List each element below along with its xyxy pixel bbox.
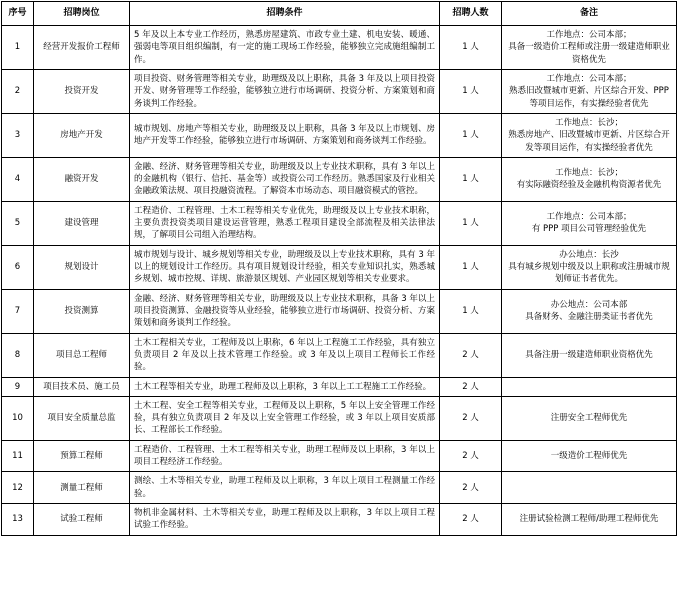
cell-remarks: 注册试验检测工程师/助理工程师优先 — [502, 504, 677, 536]
recruitment-table — [1, 1, 677, 536]
cell-post: 投资开发 — [34, 69, 130, 113]
cell-remarks: 办公地点：公司本部 具备财务、金融注册类证书者优先 — [502, 289, 677, 333]
cell-headcount: 2 人 — [440, 333, 502, 377]
cell-conditions: 测绘、土木等相关专业，助理工程师及以上职称，3 年以上项目工程测量工作经验。 — [130, 472, 440, 504]
cell-remarks — [502, 472, 677, 504]
cell-index: 12 — [2, 472, 34, 504]
cell-conditions: 城市规划与设计、城乡规划等相关专业，助理级及以上专业技术职称，具有 3 年以上的规划设计工作经历。具有项目规划设计经验，相关专业知识扎实，熟悉城乡规划、城市控规、详规、旅游景区规划、产业园区规划等相关专业要求。 — [130, 245, 440, 289]
cell-remarks: 工作地点：长沙； 熟悉房地产、旧改暨城市更新、片区综合开发等项目运作，有实操经验者优先 — [502, 113, 677, 157]
cell-headcount: 2 人 — [440, 440, 502, 472]
cell-conditions: 土木工程相关专业，工程师及以上职称，6 年以上工程施工工作经验，具有独立负责项目 2 年及以上技术管理工作经验。或 3 年及以上项目工程师长工作经验。 — [130, 333, 440, 377]
table-row — [2, 504, 677, 536]
cell-remarks: 办公地点：长沙 具有城乡规划中级及以上职称或注册城市规划师证书者优先。 — [502, 245, 677, 289]
cell-index: 6 — [2, 245, 34, 289]
cell-post: 测量工程师 — [34, 472, 130, 504]
cell-post: 项目安全质量总监 — [34, 396, 130, 440]
column-header-post: 招聘岗位 — [34, 2, 130, 26]
cell-headcount: 1 人 — [440, 201, 502, 245]
cell-headcount: 1 人 — [440, 113, 502, 157]
cell-index: 5 — [2, 201, 34, 245]
cell-remarks: 工作地点：公司本部； 有 PPP 项目公司管理经验优先 — [502, 201, 677, 245]
table-body — [2, 26, 677, 536]
cell-headcount: 1 人 — [440, 69, 502, 113]
cell-headcount: 2 人 — [440, 472, 502, 504]
cell-index: 11 — [2, 440, 34, 472]
table-row — [2, 113, 677, 157]
table-header-row — [2, 2, 677, 26]
table-row — [2, 440, 677, 472]
cell-index: 2 — [2, 69, 34, 113]
cell-post: 项目总工程师 — [34, 333, 130, 377]
cell-headcount: 1 人 — [440, 289, 502, 333]
table-row — [2, 333, 677, 377]
cell-conditions: 金融、经济、财务管理等相关专业，助理级及以上专业技术职称，具备 3 年以上项目投资测算、金融投资等从业经验，能够独立进行市场调研、投资分析、方案策划和商务谈判工作经验。 — [130, 289, 440, 333]
cell-headcount: 2 人 — [440, 396, 502, 440]
column-header-headcount: 招聘人数 — [440, 2, 502, 26]
cell-remarks: 工作地点：长沙； 有实际融资经验及金融机构资源者优先 — [502, 157, 677, 201]
cell-index: 4 — [2, 157, 34, 201]
cell-headcount: 1 人 — [440, 245, 502, 289]
cell-index: 10 — [2, 396, 34, 440]
table-row — [2, 157, 677, 201]
cell-index: 9 — [2, 377, 34, 396]
cell-post: 融资开发 — [34, 157, 130, 201]
table-row — [2, 472, 677, 504]
cell-conditions: 物机非金属材料、土木等相关专业，助理工程师及以上职称，3 年以上项目工程试验工作经验。 — [130, 504, 440, 536]
cell-headcount: 2 人 — [440, 504, 502, 536]
cell-conditions: 城市规划、房地产等相关专业，助理级及以上职称，具备 3 年及以上市规划、房地产开发等工作经验，能够独立进行市场调研、方案策划和商务谈判工作经验。 — [130, 113, 440, 157]
cell-conditions: 土木工程等相关专业，助理工程师及以上职称，3 年以上工工程施工工作经验。 — [130, 377, 440, 396]
cell-headcount: 2 人 — [440, 377, 502, 396]
column-header-index: 序号 — [2, 2, 34, 26]
cell-conditions: 工程造价、工程管理、土木工程等相关专业优先，助理级及以上专业技术职称，主要负责投资类项目建设运营管理，熟悉工程项目建设全部流程及相关法律法规，了解项目公司组入治理结构。 — [130, 201, 440, 245]
cell-headcount: 1 人 — [440, 26, 502, 70]
table-row — [2, 289, 677, 333]
cell-remarks: 一级造价工程师优先 — [502, 440, 677, 472]
column-header-conditions: 招聘条件 — [130, 2, 440, 26]
cell-post: 试验工程师 — [34, 504, 130, 536]
table-row — [2, 201, 677, 245]
recruitment-table-page — [0, 1, 677, 601]
cell-index: 1 — [2, 26, 34, 70]
cell-conditions: 5 年及以上本专业工作经历，熟悉房屋建筑、市政专业土建、机电安装、暖通、强弱电等项目组织编制，有一定的施工现场工作经验，能够独立完成施组编制工作。 — [130, 26, 440, 70]
table-row — [2, 396, 677, 440]
cell-remarks: 具备注册一级建造师职业资格优先 — [502, 333, 677, 377]
cell-headcount: 1 人 — [440, 157, 502, 201]
cell-post: 经营开发报价工程师 — [34, 26, 130, 70]
table-row — [2, 245, 677, 289]
cell-post: 预算工程师 — [34, 440, 130, 472]
cell-post: 项目技术员、施工员 — [34, 377, 130, 396]
cell-remarks — [502, 377, 677, 396]
cell-post: 投资测算 — [34, 289, 130, 333]
cell-post: 规划设计 — [34, 245, 130, 289]
cell-index: 7 — [2, 289, 34, 333]
column-header-remarks: 备注 — [502, 2, 677, 26]
table-row — [2, 26, 677, 70]
cell-remarks: 工作地点：公司本部； 具备一级造价工程师或注册一级建造师职业资格优先 — [502, 26, 677, 70]
cell-index: 13 — [2, 504, 34, 536]
cell-conditions: 金融、经济、财务管理等相关专业，助理级及以上专业技术职称，具有 3 年以上的金融机构（银行、信托、基金等）或投资公司工作经历。熟悉国家及行业相关金融政策法规、项目投融资流程。了解资本市场动态、项目融资模式的管控。 — [130, 157, 440, 201]
cell-index: 8 — [2, 333, 34, 377]
cell-conditions: 项目投资、财务管理等相关专业，助理级及以上职称，具备 3 年及以上项目投资开发、财务管理等工作经验，能够独立进行市场调研、投资分析、方案策划和商务谈判工作经验。 — [130, 69, 440, 113]
table-header — [2, 2, 677, 26]
cell-post: 建设管理 — [34, 201, 130, 245]
cell-conditions: 工程造价、工程管理、土木工程等相关专业，助理工程师及以上职称，3 年以上项目工程经济工作经验。 — [130, 440, 440, 472]
cell-remarks: 工作地点：公司本部； 熟悉旧改暨城市更新、片区综合开发、PPP 等项目运作，有实操经验者优先 — [502, 69, 677, 113]
table-row — [2, 377, 677, 396]
cell-remarks: 注册安全工程师优先 — [502, 396, 677, 440]
cell-conditions: 土木工程、安全工程等相关专业，工程师及以上职称，5 年以上安全管理工作经验，具有独立负责项目 2 年及以上安全管理工作经验，或 3 年以上项目安质部长、工程部长工作经验。 — [130, 396, 440, 440]
table-row — [2, 69, 677, 113]
cell-post: 房地产开发 — [34, 113, 130, 157]
cell-index: 3 — [2, 113, 34, 157]
